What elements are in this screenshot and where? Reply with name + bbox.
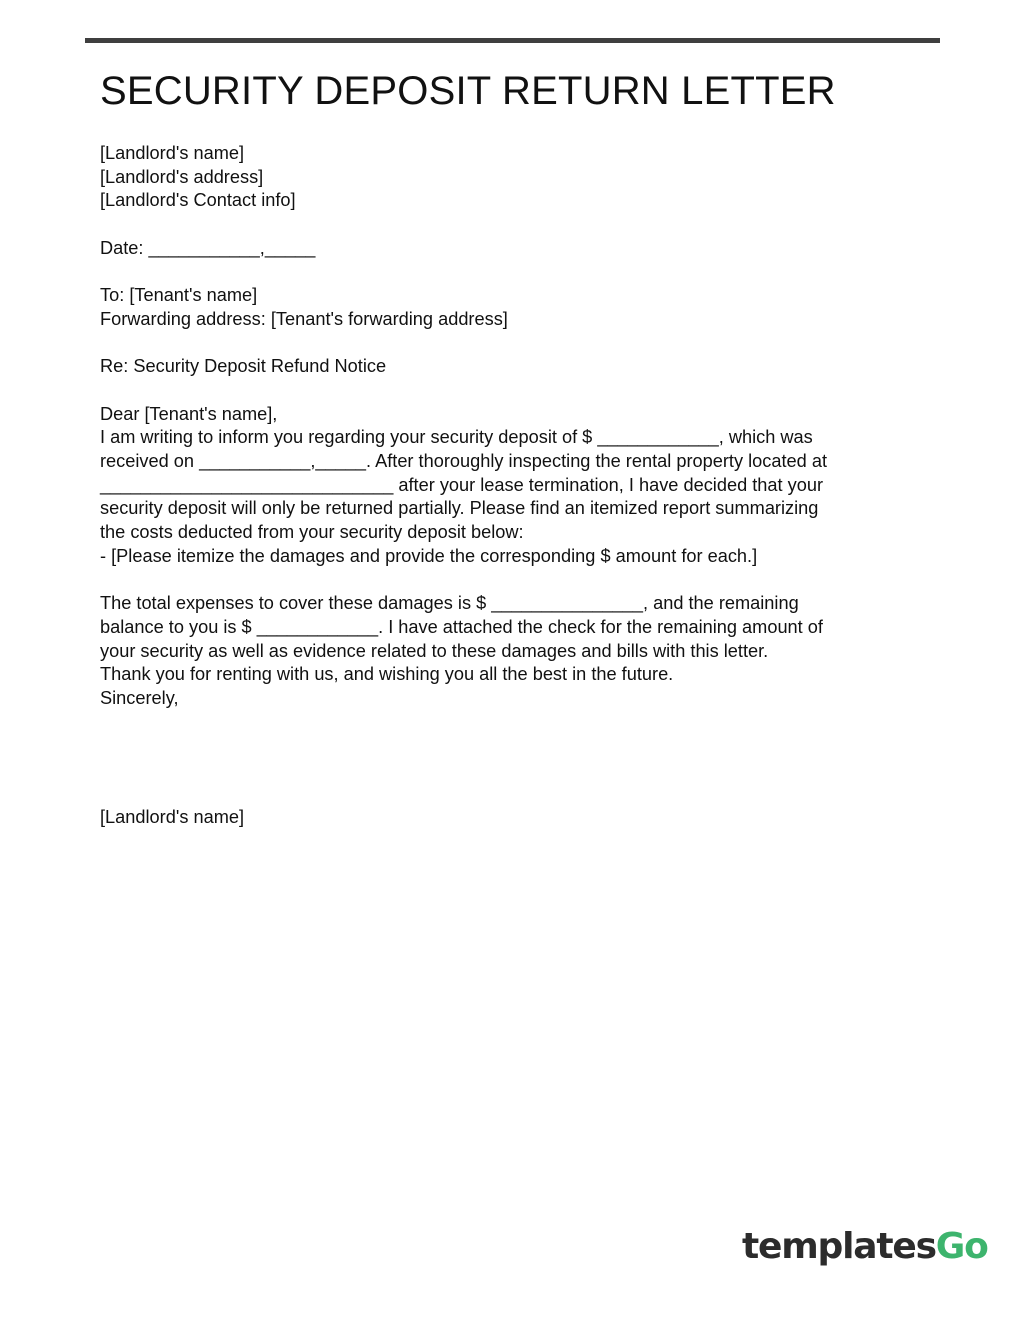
landlord-contact-line: [Landlord's Contact info] xyxy=(100,190,296,211)
paragraph1-line: _____________________________ after your lease termination, I have decided that your xyxy=(100,474,824,495)
date-line: Date: ___________,_____ xyxy=(100,237,316,258)
itemize-instruction-line: - [Please itemize the damages and provide the corresponding $ amount for each.] xyxy=(100,545,758,566)
paragraph2-line: The total expenses to cover these damages is $ _______________, and the remaining xyxy=(100,593,799,614)
templatesgo-logo xyxy=(742,1222,988,1272)
logo-text-go: Go xyxy=(935,1226,988,1267)
forwarding-address-line: Forwarding address: [Tenant's forwarding address] xyxy=(100,308,508,329)
top-divider-rule xyxy=(85,38,940,43)
paragraph1-line: I am writing to inform you regarding your security deposit of $ ____________, which was xyxy=(100,427,813,448)
spacer xyxy=(100,332,930,356)
recipient-line: To: [Tenant's name] xyxy=(100,285,258,306)
paragraph2-line: balance to you is $ ____________. I have attached the check for the remaining amount of xyxy=(100,616,823,637)
paragraph2-line: your security as well as evidence related to these damages and bills with this letter. xyxy=(100,640,769,661)
paragraph1-line: received on ___________,_____. After thoroughly inspecting the rental property located at xyxy=(100,451,828,472)
closing-thanks-line: Thank you for renting with us, and wishing you all the best in the future. xyxy=(100,664,674,685)
salutation-line: Dear [Tenant's name], xyxy=(100,403,278,424)
landlord-address-line: [Landlord's address] xyxy=(100,166,264,187)
letter-body xyxy=(100,142,930,829)
subject-line: Re: Security Deposit Refund Notice xyxy=(100,356,387,377)
logo-text-templates: templates xyxy=(742,1226,936,1267)
paragraph1-line: the costs deducted from your security deposit below: xyxy=(100,522,524,543)
signature-space xyxy=(100,711,930,806)
signature-name-line: [Landlord's name] xyxy=(100,806,245,827)
document-title: SECURITY DEPOSIT RETURN LETTER xyxy=(100,69,836,113)
spacer xyxy=(100,261,930,285)
spacer xyxy=(100,379,930,403)
sign-off-line: Sincerely, xyxy=(100,688,179,709)
paragraph1-line: security deposit will only be returned partially. Please find an itemized report summarizing xyxy=(100,498,819,519)
landlord-name-line: [Landlord's name] xyxy=(100,143,245,163)
spacer xyxy=(100,213,930,237)
spacer xyxy=(100,569,930,593)
